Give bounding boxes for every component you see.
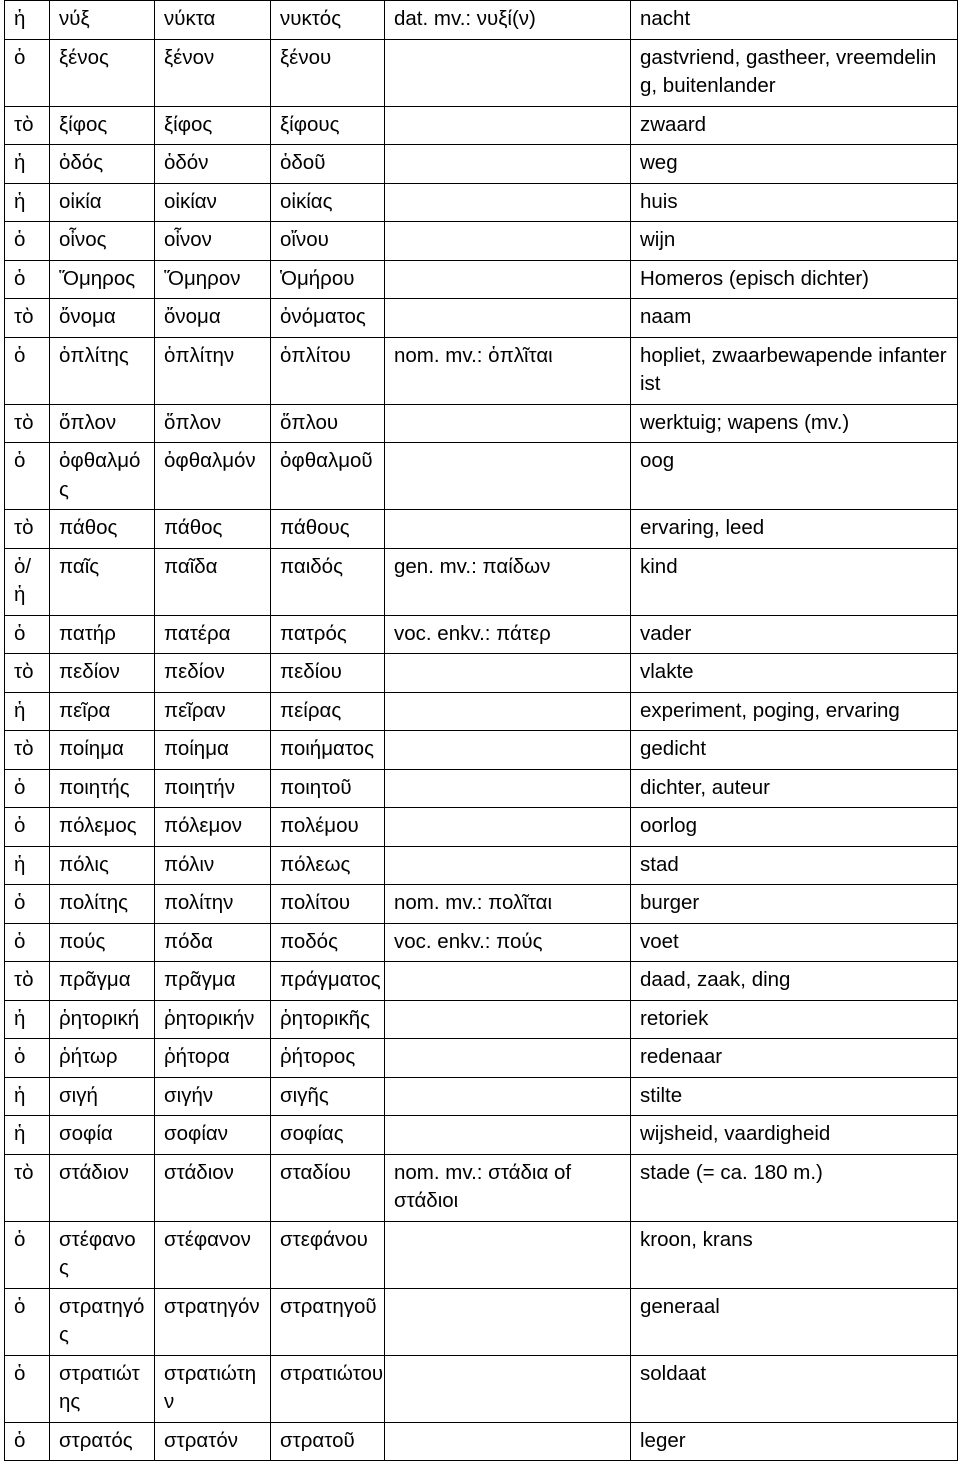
article-cell: τὸ: [5, 962, 50, 1001]
accusative-cell: στρατόν: [155, 1422, 271, 1461]
meaning-cell: stad: [631, 846, 958, 885]
accusative-cell: Ὅμηρον: [155, 260, 271, 299]
accusative-cell: σιγήν: [155, 1077, 271, 1116]
article-cell: ὁ: [5, 769, 50, 808]
table-row: [5, 1355, 958, 1422]
nominative-cell: σιγή: [50, 1077, 155, 1116]
table-row: [5, 183, 958, 222]
article-cell: ὁ: [5, 1288, 50, 1355]
table-row: [5, 1, 958, 40]
article-cell: ὁ: [5, 923, 50, 962]
meaning-cell: ervaring, leed: [631, 510, 958, 549]
article-cell: ὁ: [5, 222, 50, 261]
table-row: [5, 1288, 958, 1355]
grammar-note-cell: gen. mv.: παίδων: [385, 548, 631, 615]
grammar-note-cell: [385, 692, 631, 731]
accusative-cell: σοφίαν: [155, 1116, 271, 1155]
accusative-cell: ῥήτορα: [155, 1039, 271, 1078]
table-row: [5, 615, 958, 654]
nominative-cell: ὅπλον: [50, 404, 155, 443]
meaning-cell: burger: [631, 885, 958, 924]
article-cell: ἡ: [5, 145, 50, 184]
grammar-note-cell: [385, 962, 631, 1001]
meaning-cell: oorlog: [631, 808, 958, 847]
grammar-note-cell: nom. mv.: στάδια of στάδιοι: [385, 1154, 631, 1221]
nominative-cell: πεῖρα: [50, 692, 155, 731]
table-row: [5, 145, 958, 184]
genitive-cell: ῥητορικῆς: [271, 1000, 385, 1039]
meaning-cell: retoriek: [631, 1000, 958, 1039]
meaning-cell: dichter, auteur: [631, 769, 958, 808]
genitive-cell: στρατιώτου: [271, 1355, 385, 1422]
genitive-cell: πράγματος: [271, 962, 385, 1001]
table-row: [5, 1221, 958, 1288]
genitive-cell: παιδός: [271, 548, 385, 615]
meaning-cell: wijn: [631, 222, 958, 261]
accusative-cell: οἰκίαν: [155, 183, 271, 222]
accusative-cell: πεδίον: [155, 654, 271, 693]
vocabulary-table-body: [5, 1, 958, 1461]
grammar-note-cell: [385, 1221, 631, 1288]
genitive-cell: πατρός: [271, 615, 385, 654]
article-cell: ὁ: [5, 1221, 50, 1288]
accusative-cell: στρατιώτην: [155, 1355, 271, 1422]
article-cell: ὁ: [5, 1355, 50, 1422]
meaning-cell: stilte: [631, 1077, 958, 1116]
genitive-cell: πείρας: [271, 692, 385, 731]
accusative-cell: ὁπλίτην: [155, 337, 271, 404]
genitive-cell: στεφάνου: [271, 1221, 385, 1288]
table-row: [5, 548, 958, 615]
grammar-note-cell: [385, 731, 631, 770]
meaning-cell: huis: [631, 183, 958, 222]
article-cell: ὁ: [5, 443, 50, 510]
meaning-cell: zwaard: [631, 106, 958, 145]
article-cell: ἡ: [5, 183, 50, 222]
genitive-cell: στρατοῦ: [271, 1422, 385, 1461]
grammar-note-cell: [385, 1422, 631, 1461]
article-cell: ὁ: [5, 1422, 50, 1461]
table-row: [5, 443, 958, 510]
accusative-cell: πρᾶγμα: [155, 962, 271, 1001]
accusative-cell: στρατηγόν: [155, 1288, 271, 1355]
genitive-cell: ποιήματος: [271, 731, 385, 770]
grammar-note-cell: nom. mv.: πολῖται: [385, 885, 631, 924]
article-cell: ἡ: [5, 1000, 50, 1039]
grammar-note-cell: [385, 183, 631, 222]
meaning-cell: werktuig; wapens (mv.): [631, 404, 958, 443]
table-row: [5, 769, 958, 808]
nominative-cell: ποίημα: [50, 731, 155, 770]
meaning-cell: kroon, krans: [631, 1221, 958, 1288]
grammar-note-cell: [385, 769, 631, 808]
meaning-cell: Homeros (episch dichter): [631, 260, 958, 299]
nominative-cell: πεδίον: [50, 654, 155, 693]
grammar-note-cell: [385, 1355, 631, 1422]
meaning-cell: vader: [631, 615, 958, 654]
genitive-cell: ὁδοῦ: [271, 145, 385, 184]
table-row: [5, 692, 958, 731]
nominative-cell: ξίφος: [50, 106, 155, 145]
grammar-note-cell: [385, 299, 631, 338]
nominative-cell: πολίτης: [50, 885, 155, 924]
accusative-cell: πατέρα: [155, 615, 271, 654]
table-row: [5, 846, 958, 885]
genitive-cell: πόλεως: [271, 846, 385, 885]
table-row: [5, 510, 958, 549]
article-cell: ὁ: [5, 260, 50, 299]
meaning-cell: redenaar: [631, 1039, 958, 1078]
grammar-note-cell: voc. enkv.: πάτερ: [385, 615, 631, 654]
meaning-cell: voet: [631, 923, 958, 962]
table-row: [5, 1039, 958, 1078]
meaning-cell: gastvriend, gastheer, vreemdeling, buitenlander: [631, 39, 958, 106]
article-cell: ὁ/ἡ: [5, 548, 50, 615]
nominative-cell: στάδιον: [50, 1154, 155, 1221]
accusative-cell: οἶνον: [155, 222, 271, 261]
genitive-cell: στρατηγοῦ: [271, 1288, 385, 1355]
grammar-note-cell: [385, 404, 631, 443]
nominative-cell: Ὅμηρος: [50, 260, 155, 299]
nominative-cell: πούς: [50, 923, 155, 962]
meaning-cell: hopliet, zwaarbewapende infanterist: [631, 337, 958, 404]
nominative-cell: στέφανος: [50, 1221, 155, 1288]
genitive-cell: ὀφθαλμοῦ: [271, 443, 385, 510]
accusative-cell: στάδιον: [155, 1154, 271, 1221]
accusative-cell: πόλεμον: [155, 808, 271, 847]
grammar-note-cell: [385, 1039, 631, 1078]
article-cell: ἡ: [5, 692, 50, 731]
meaning-cell: naam: [631, 299, 958, 338]
grammar-note-cell: [385, 1288, 631, 1355]
nominative-cell: ποιητής: [50, 769, 155, 808]
genitive-cell: πάθους: [271, 510, 385, 549]
genitive-cell: σταδίου: [271, 1154, 385, 1221]
table-row: [5, 885, 958, 924]
article-cell: τὸ: [5, 731, 50, 770]
nominative-cell: πόλις: [50, 846, 155, 885]
genitive-cell: πεδίου: [271, 654, 385, 693]
grammar-note-cell: [385, 1116, 631, 1155]
article-cell: ὁ: [5, 337, 50, 404]
grammar-note-cell: [385, 39, 631, 106]
article-cell: ὁ: [5, 1039, 50, 1078]
genitive-cell: Ὁμήρου: [271, 260, 385, 299]
grammar-note-cell: [385, 654, 631, 693]
grammar-note-cell: voc. enkv.: πούς: [385, 923, 631, 962]
nominative-cell: ὁπλίτης: [50, 337, 155, 404]
accusative-cell: ξίφος: [155, 106, 271, 145]
accusative-cell: στέφανον: [155, 1221, 271, 1288]
accusative-cell: ῥητορικήν: [155, 1000, 271, 1039]
nominative-cell: ξένος: [50, 39, 155, 106]
nominative-cell: πατήρ: [50, 615, 155, 654]
nominative-cell: ῥητορική: [50, 1000, 155, 1039]
grammar-note-cell: [385, 222, 631, 261]
genitive-cell: ξένου: [271, 39, 385, 106]
meaning-cell: soldaat: [631, 1355, 958, 1422]
grammar-note-cell: [385, 510, 631, 549]
grammar-note-cell: [385, 846, 631, 885]
grammar-note-cell: [385, 106, 631, 145]
nominative-cell: παῖς: [50, 548, 155, 615]
accusative-cell: ποιητήν: [155, 769, 271, 808]
article-cell: τὸ: [5, 1154, 50, 1221]
grammar-note-cell: [385, 1077, 631, 1116]
meaning-cell: leger: [631, 1422, 958, 1461]
nominative-cell: ὀφθαλμός: [50, 443, 155, 510]
grammar-note-cell: dat. mv.: νυξί(ν): [385, 1, 631, 40]
nominative-cell: οἶνος: [50, 222, 155, 261]
table-row: [5, 962, 958, 1001]
nominative-cell: ῥήτωρ: [50, 1039, 155, 1078]
article-cell: τὸ: [5, 299, 50, 338]
nominative-cell: πόλεμος: [50, 808, 155, 847]
meaning-cell: vlakte: [631, 654, 958, 693]
table-row: [5, 337, 958, 404]
nominative-cell: οἰκία: [50, 183, 155, 222]
genitive-cell: ῥήτορος: [271, 1039, 385, 1078]
table-row: [5, 222, 958, 261]
accusative-cell: νύκτα: [155, 1, 271, 40]
table-row: [5, 404, 958, 443]
table-row: [5, 1000, 958, 1039]
table-row: [5, 106, 958, 145]
genitive-cell: οἴνου: [271, 222, 385, 261]
grammar-note-cell: [385, 260, 631, 299]
meaning-cell: daad, zaak, ding: [631, 962, 958, 1001]
article-cell: τὸ: [5, 106, 50, 145]
article-cell: ὁ: [5, 615, 50, 654]
grammar-note-cell: [385, 1000, 631, 1039]
nominative-cell: ὁδός: [50, 145, 155, 184]
table-row: [5, 1422, 958, 1461]
genitive-cell: ὅπλου: [271, 404, 385, 443]
nominative-cell: σοφία: [50, 1116, 155, 1155]
meaning-cell: experiment, poging, ervaring: [631, 692, 958, 731]
grammar-note-cell: nom. mv.: ὁπλῖται: [385, 337, 631, 404]
table-row: [5, 731, 958, 770]
genitive-cell: οἰκίας: [271, 183, 385, 222]
genitive-cell: ποιητοῦ: [271, 769, 385, 808]
meaning-cell: wijsheid, vaardigheid: [631, 1116, 958, 1155]
genitive-cell: πολέμου: [271, 808, 385, 847]
accusative-cell: πόλιν: [155, 846, 271, 885]
table-row: [5, 299, 958, 338]
meaning-cell: nacht: [631, 1, 958, 40]
nominative-cell: νύξ: [50, 1, 155, 40]
accusative-cell: πάθος: [155, 510, 271, 549]
table-row: [5, 1077, 958, 1116]
table-row: [5, 39, 958, 106]
article-cell: ἡ: [5, 1116, 50, 1155]
table-row: [5, 654, 958, 693]
genitive-cell: ποδός: [271, 923, 385, 962]
accusative-cell: πεῖραν: [155, 692, 271, 731]
accusative-cell: ξένον: [155, 39, 271, 106]
nominative-cell: ὄνομα: [50, 299, 155, 338]
article-cell: ὁ: [5, 885, 50, 924]
genitive-cell: σιγῆς: [271, 1077, 385, 1116]
genitive-cell: ὁπλίτου: [271, 337, 385, 404]
article-cell: ἡ: [5, 1077, 50, 1116]
accusative-cell: ὄνομα: [155, 299, 271, 338]
grammar-note-cell: [385, 808, 631, 847]
accusative-cell: ὁδόν: [155, 145, 271, 184]
table-row: [5, 923, 958, 962]
meaning-cell: oog: [631, 443, 958, 510]
nominative-cell: στρατός: [50, 1422, 155, 1461]
article-cell: τὸ: [5, 654, 50, 693]
nominative-cell: πρᾶγμα: [50, 962, 155, 1001]
grammar-note-cell: [385, 443, 631, 510]
meaning-cell: stade (= ca. 180 m.): [631, 1154, 958, 1221]
table-row: [5, 1154, 958, 1221]
accusative-cell: ὀφθαλμόν: [155, 443, 271, 510]
article-cell: τὸ: [5, 510, 50, 549]
meaning-cell: weg: [631, 145, 958, 184]
article-cell: τὸ: [5, 404, 50, 443]
accusative-cell: παῖδα: [155, 548, 271, 615]
meaning-cell: gedicht: [631, 731, 958, 770]
vocabulary-table: [4, 0, 958, 1461]
nominative-cell: στρατηγός: [50, 1288, 155, 1355]
accusative-cell: πόδα: [155, 923, 271, 962]
article-cell: ἡ: [5, 1, 50, 40]
article-cell: ὁ: [5, 39, 50, 106]
accusative-cell: ποίημα: [155, 731, 271, 770]
genitive-cell: νυκτός: [271, 1, 385, 40]
article-cell: ἡ: [5, 846, 50, 885]
meaning-cell: kind: [631, 548, 958, 615]
meaning-cell: generaal: [631, 1288, 958, 1355]
table-row: [5, 808, 958, 847]
grammar-note-cell: [385, 145, 631, 184]
table-row: [5, 260, 958, 299]
genitive-cell: πολίτου: [271, 885, 385, 924]
genitive-cell: σοφίας: [271, 1116, 385, 1155]
genitive-cell: ξίφους: [271, 106, 385, 145]
accusative-cell: ὅπλον: [155, 404, 271, 443]
nominative-cell: πάθος: [50, 510, 155, 549]
article-cell: ὁ: [5, 808, 50, 847]
genitive-cell: ὀνόματος: [271, 299, 385, 338]
table-row: [5, 1116, 958, 1155]
accusative-cell: πολίτην: [155, 885, 271, 924]
nominative-cell: στρατιώτης: [50, 1355, 155, 1422]
